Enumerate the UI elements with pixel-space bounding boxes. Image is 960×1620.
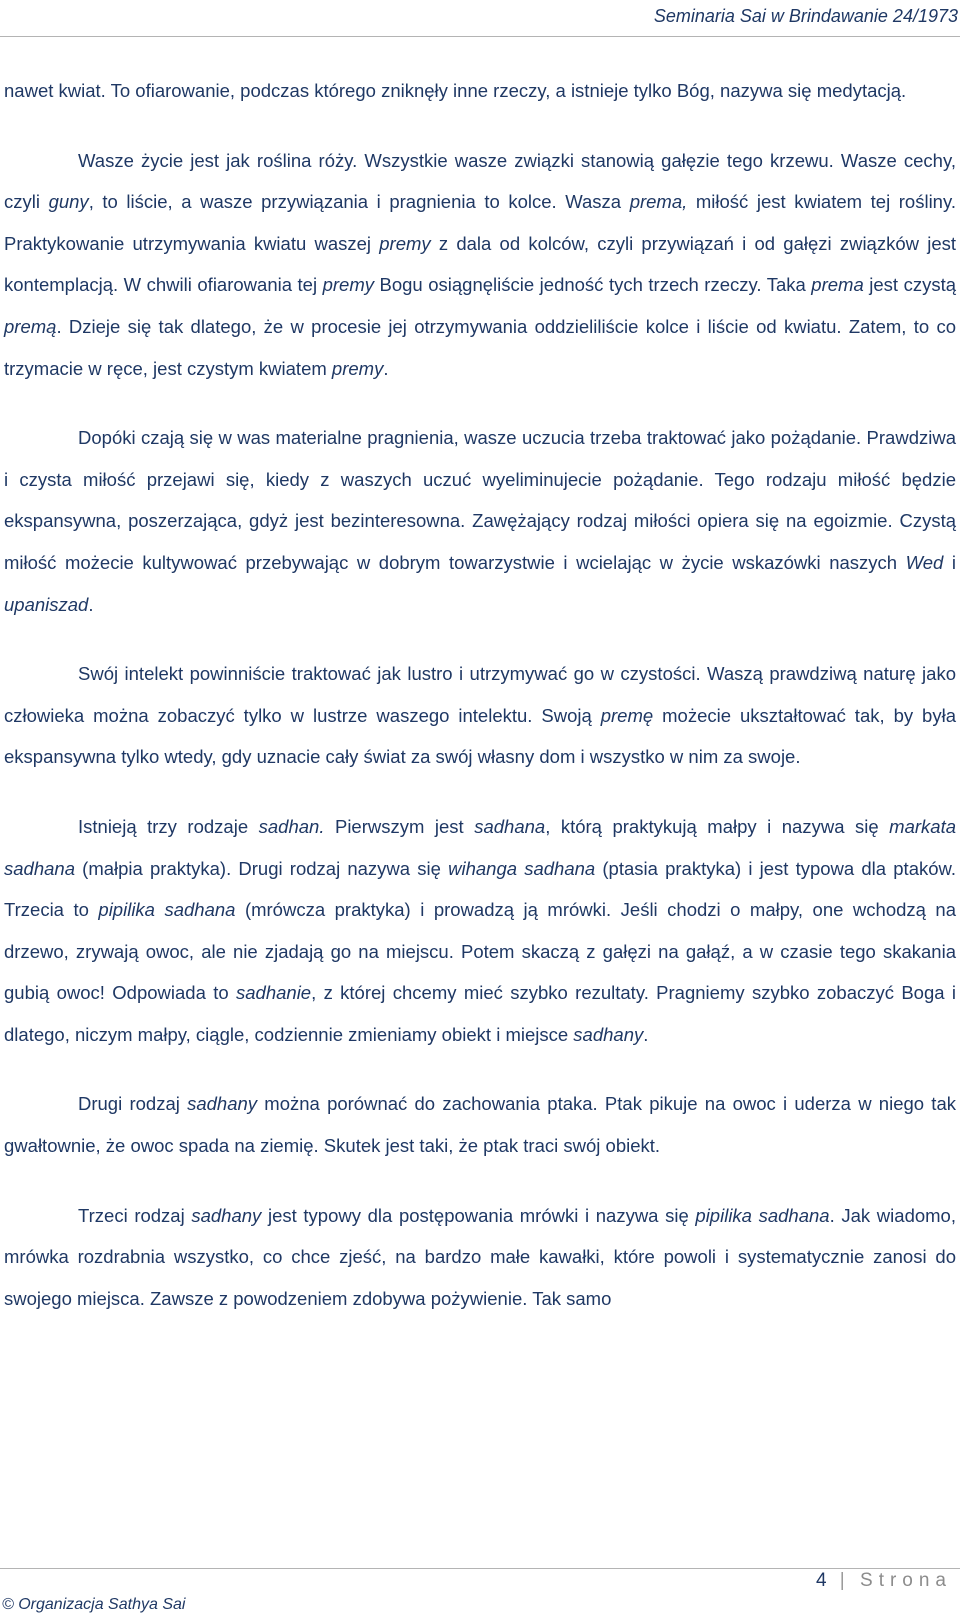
page-number-value: 4	[815, 1570, 827, 1591]
text-run: Trzeci rodzaj	[78, 1204, 192, 1226]
text-run: (ptasia praktyka) i jest typowa dla ptaków. Trzecia to	[4, 857, 956, 921]
italic-term: Wed	[905, 551, 944, 573]
text-run: (mrówcza praktyka) i prowadzą ją mrówki. Jeśli chodzi o małpy, one wchodzą na drzewo, zrywają owoc, ale nie zjadają go na miejscu. Potem skaczą z gałęzi na gałąź, a w czasie tego skakania gubią owoc! Odpowiada to	[4, 899, 957, 1004]
text-run: jest typowy dla postępowania mrówki i nazywa się	[261, 1204, 696, 1226]
paragraph	[4, 1195, 956, 1320]
footer-divider	[0, 1568, 960, 1569]
page-number-separator: |	[839, 1570, 845, 1591]
italic-term: sadhanie	[236, 982, 312, 1004]
italic-term: premy	[322, 274, 374, 296]
italic-term: prema	[811, 274, 864, 296]
italic-term: guny	[48, 191, 89, 213]
italic-term: pipilika sadhana	[98, 899, 236, 921]
paragraph	[4, 70, 956, 112]
paragraph	[4, 806, 956, 1056]
text-run: można porównać do zachowania ptaka. Ptak pikuje na owoc i uderza w niego tak gwałtownie, że owoc spada na ziemię. Skutek jest taki, że ptak traci swój obiekt.	[4, 1093, 956, 1157]
running-header: Seminaria Sai w Brindawanie 24/1973	[653, 6, 958, 26]
text-run: . Jak wiadomo, mrówka rozdrabnia wszystko, co chce zjeść, na bardzo małe kawałki, które powoli i systematycznie zanosi do swojego miejsca. Zawsze z powodzeniem zdobywa pożywienie. Tak samo	[4, 1204, 956, 1309]
text-run: możecie ukształtować tak, by była ekspansywna tylko wtedy, gdy uznacie cały świat za swój własny dom i wszystko w nim za swoje.	[4, 704, 956, 768]
italic-term: pipilika sadhana	[695, 1204, 830, 1226]
text-run: , którą praktykują małpy i nazywa się	[545, 815, 890, 837]
paragraph	[4, 1083, 956, 1166]
text-run: z dala od kolców, czyli przywiązań i od gałęzi związków jest kontemplacją. W chwili ofiarowania tej	[4, 232, 956, 296]
text-run: Dopóki czają się w was materialne pragnienia, wasze uczucia trzeba traktować jako pożądanie. Prawdziwa i czysta miłość przejawi się, kiedy z waszych uczuć wyeliminujecie pożądanie. Tego rodzaju miłość będzie ekspansywna, poszerzająca, gdyż jest bezinteresowna. Zawężający rodzaj miłości opiera się na egoizmie. Czystą miłość możecie kultywować przebywając w dobrym towarzystwie i wcielając w życie wskazówki naszych	[4, 427, 956, 573]
text-run: Pierwszym jest	[324, 815, 475, 837]
text-run: jest czystą	[863, 274, 957, 296]
italic-term: prema,	[629, 191, 688, 213]
text-run: , to liście, a wasze przywiązania i pragnienia to kolce. Wasza	[88, 191, 630, 213]
italic-term: premy	[379, 232, 431, 254]
italic-term: sadhan.	[258, 815, 325, 837]
italic-term: sadhany	[191, 1204, 262, 1226]
italic-term: markata sadhana	[4, 815, 956, 879]
text-run: Bogu osiągnęliście jedność tych trzech rzeczy. Taka	[373, 274, 812, 296]
text-run: Drugi rodzaj	[78, 1093, 188, 1115]
header-divider	[0, 36, 960, 37]
text-run: Istnieją trzy rodzaje	[78, 815, 259, 837]
text-run: , z której chcemy mieć szybko rezultaty. Pragniemy szybko zobaczyć Boga i dlatego, niczym małpy, ciągle, codziennie zmieniamy obiekt i miejsce	[4, 982, 956, 1045]
text-run: Swój intelekt powinniście traktować jak lustro i utrzymywać go w czystości. Waszą prawdziwą naturę jako człowieka można zobaczyć tylko w lustrze waszego intelektu. Swoją	[4, 663, 956, 726]
text-run: .	[643, 1023, 649, 1045]
body-text	[4, 70, 956, 1347]
footer-organization: © Organizacja Sathya Sai	[2, 1596, 186, 1613]
italic-term: premy	[331, 357, 384, 379]
text-run: i	[943, 551, 956, 573]
italic-term: upaniszad	[4, 593, 89, 615]
page-number-label: Strona	[860, 1570, 952, 1591]
italic-term: sadhana	[474, 815, 546, 837]
text-run: .	[88, 593, 94, 615]
text-run: miłość jest kwiatem tej rośliny. Praktykowanie utrzymywania kwiatu waszej	[4, 191, 956, 254]
italic-term: wihanga sadhana	[448, 857, 596, 879]
text-run: nawet kwiat. To ofiarowanie, podczas którego zniknęły inne rzeczy, a istnieje tylko Bóg, nazywa się medytacją.	[4, 80, 907, 101]
italic-term: premą	[4, 315, 57, 337]
page-number	[816, 1570, 952, 1592]
text-run: (małpia praktyka). Drugi rodzaj nazywa się	[74, 857, 449, 879]
paragraph	[4, 417, 956, 625]
paragraph	[4, 653, 956, 778]
italic-term: premę	[600, 704, 654, 726]
paragraph	[4, 140, 956, 390]
text-run: . Dzieje się tak dlatego, że w procesie jej otrzymywania oddzieliliście kolce i liście od kwiatu. Zatem, to co trzymacie w ręce, jest czystym kwiatem	[4, 315, 956, 379]
italic-term: sadhany	[187, 1093, 258, 1115]
text-run: Wasze życie jest jak roślina róży. Wszystkie wasze związki stanowią gałęzie tego krzewu. Wasze cechy, czyli	[4, 149, 956, 213]
italic-term: sadhany	[573, 1023, 644, 1045]
text-run: .	[383, 357, 389, 379]
